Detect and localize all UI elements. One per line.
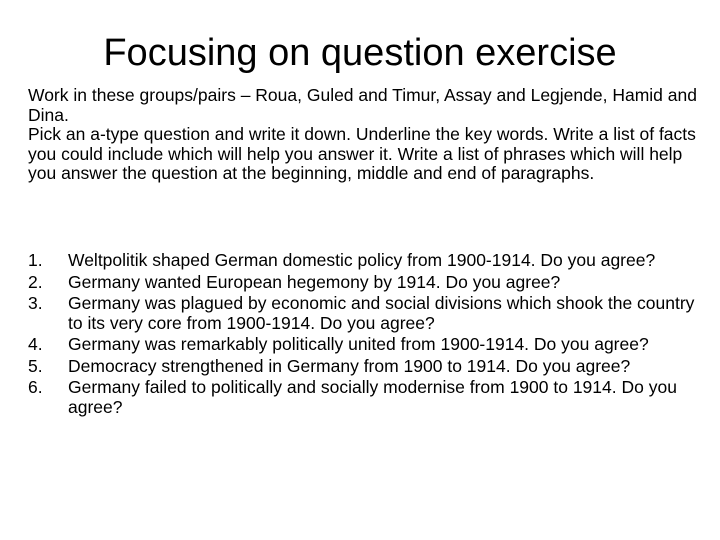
- intro-paragraph-instructions: Pick an a-type question and write it down. Underline the key words. Write a list of facts you could include which will help you answer it. Write a list of phrases which will help you answer the question at the beginning, middle and end of paragraphs.: [28, 124, 696, 183]
- question-text: Germany was plagued by economic and social divisions which shook the country to its very core from 1900-1914. Do you agree?: [68, 293, 695, 333]
- question-text: Weltpolitik shaped German domestic policy from 1900-1914. Do you agree?: [68, 250, 656, 270]
- question-number: 2.: [28, 271, 43, 292]
- slide-title: Focusing on question exercise: [103, 32, 617, 74]
- question-item-6: [28, 378, 698, 417]
- question-text: Germany wanted European hegemony by 1914. Do you agree?: [68, 271, 561, 292]
- question-item-5: [28, 357, 698, 377]
- question-number: 3.: [28, 293, 43, 313]
- question-item-1: [28, 251, 698, 271]
- intro-paragraph-groups: Work in these groups/pairs – Roua, Guled and Timur, Assay and Legjende, Hamid and Dina.: [28, 85, 697, 125]
- question-item-3: [28, 294, 698, 333]
- question-text: Democracy strengthened in Germany from 1900 to 1914. Do you agree?: [68, 355, 631, 376]
- question-number: 4.: [28, 334, 43, 354]
- question-number: 1.: [28, 250, 43, 270]
- intro-text: [28, 86, 698, 184]
- question-number: 5.: [28, 355, 43, 376]
- question-list: [28, 251, 698, 419]
- question-text: Germany was remarkably politically united from 1900-1914. Do you agree?: [68, 334, 649, 354]
- question-text: Germany failed to politically and socially modernise from 1900 to 1914. Do you agree?: [68, 377, 677, 417]
- question-item-4: [28, 335, 698, 355]
- question-number: 6.: [28, 377, 43, 397]
- question-item-2: [28, 273, 698, 293]
